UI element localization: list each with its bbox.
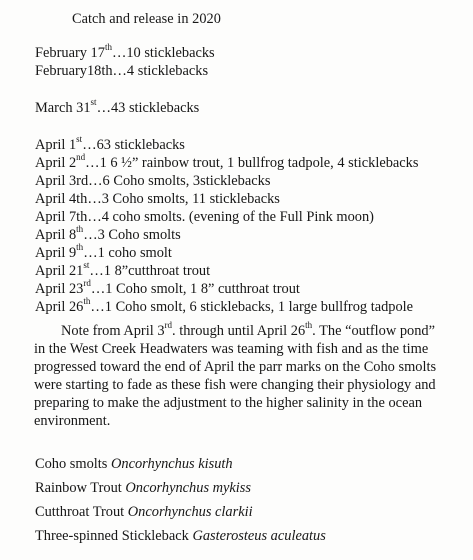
note-line: Note from April 3rd. through until April 26th. The “outflow pond” — [61, 320, 435, 339]
species-item — [35, 452, 326, 476]
note-line: environment. — [34, 413, 111, 429]
catch-entry: April 26th…1 Coho smolt, 6 sticklebacks, 1 large bullfrog tadpole — [35, 296, 414, 315]
species-common-name: Coho smolts — [35, 456, 108, 472]
species-common-name: Three-spinned Stickleback — [35, 528, 189, 544]
note-line: were starting to fade as these fish were changing their physiology and — [34, 377, 436, 393]
species-latin-name: Oncorhynchus clarkii — [127, 504, 253, 520]
species-item — [35, 476, 326, 500]
note-paragraph — [34, 320, 437, 430]
note-line: progressed toward the end of April the parr marks on the Coho smolts — [34, 359, 437, 375]
species-item — [35, 524, 326, 548]
catch-entry: April 2nd…1 6 ½” rainbow trout, 1 bullfrog tadpole, 4 sticklebacks — [35, 152, 419, 171]
catch-entry: April 3rd…6 Coho smolts, 3sticklebacks — [35, 173, 271, 189]
catch-entry: April 4th…3 Coho smolts, 11 sticklebacks — [35, 191, 280, 207]
note-line: in the West Creek Headwaters was teaming with fish and as the time — [34, 341, 429, 357]
species-latin-name: Oncorhynchus mykiss — [125, 480, 252, 496]
catch-log-list — [35, 44, 418, 316]
species-item — [35, 500, 326, 524]
catch-entry: April 7th…4 coho smolts. (evening of the Full Pink moon) — [35, 209, 374, 225]
document-title: Catch and release in 2020 — [72, 11, 221, 27]
catch-entry: March 31st…43 sticklebacks — [35, 97, 200, 116]
catch-entry: April 9th…1 coho smolt — [35, 242, 172, 261]
catch-entry: April 1st…63 sticklebacks — [35, 134, 185, 153]
catch-entry: April 23rd…1 Coho smolt, 1 8” cutthroat trout — [35, 278, 300, 297]
note-line: preparing to make the adjustment to the higher salinity in the ocean — [34, 395, 423, 411]
species-latin-name: Gasterosteus aculeatus — [192, 528, 326, 544]
species-common-name: Rainbow Trout — [35, 480, 122, 496]
catch-entry: February18th…4 sticklebacks — [35, 63, 209, 79]
species-latin-name: Oncorhynchus kisuth — [110, 456, 233, 472]
catch-entry: April 8th…3 Coho smolts — [35, 224, 181, 243]
species-common-name: Cutthroat Trout — [35, 504, 125, 520]
catch-entry: April 21st…1 8”cutthroat trout — [35, 260, 211, 279]
species-list — [35, 452, 326, 548]
catch-entry: February 17th…10 sticklebacks — [35, 42, 215, 61]
